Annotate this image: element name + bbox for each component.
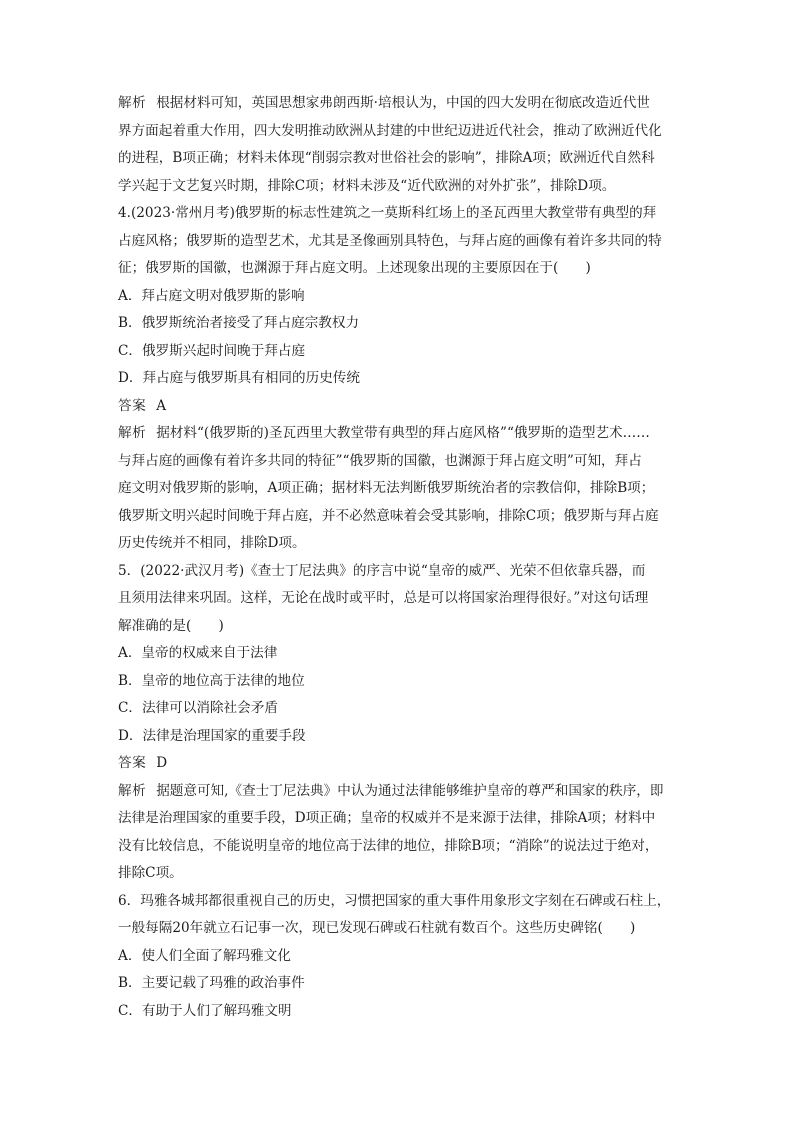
q5-answer (118, 750, 678, 778)
q4-option-c: C．俄罗斯兴起时间晚于拜占庭 (118, 342, 306, 359)
q6-option-c: C．有助于人们了解玛雅文明 (118, 1002, 292, 1019)
q4-analysis-line-1: 解析 据材料“(俄罗斯的)圣瓦西里大教堂带有典型的拜占庭风格”“俄罗斯的造型艺术…… (118, 425, 650, 441)
q4-option-a: A．拜占庭文明对俄罗斯的影响 (118, 287, 305, 304)
q5-option-c: C．法律可以消除社会矛盾 (118, 700, 278, 716)
q5-analysis-line-2: 法律是治理国家的重要手段，D项正确；皇帝的权威并不是来源于法律，排除A项；材料中 (118, 810, 656, 826)
q6-option-a: A．使人们全面了解玛雅文化 (118, 947, 291, 964)
q5-stem-line-2: 且须用法律来巩固。这样，无论在战时或平时，总是可以将国家治理得很好。”对这句话理 (118, 590, 649, 606)
q3-analysis-line-2: 界方面起着重大作用，四大发明推动欧洲从封建的中世纪迈进近代社会，推动了欧洲近代化 (118, 122, 662, 139)
q4-stem-line-1: 4.(2023·常州月考)俄罗斯的标志性建筑之一莫斯科红场上的圣瓦西里大教堂带有典型的拜 (118, 205, 657, 221)
analysis-label: 解析 (118, 95, 147, 111)
answer-value: D (156, 755, 168, 771)
q6-stem-line-2: 一般每隔20年就立石记事一次，现已发现石碑或石柱就有数百个。这些历史碑铭( ) (118, 920, 636, 936)
q3-analysis-line-4: 学兴起于文艺复兴时期，排除C项；材料未涉及“近代欧洲的对外扩张”，排除D项。 (118, 177, 616, 194)
q5-analysis-line-3: 没有比较信息，不能说明皇帝的地位高于法律的地位，排除B项；“消除”的说法过于绝对， (118, 837, 659, 854)
q5-option-d: D．法律是治理国家的重要手段 (118, 727, 306, 744)
q4-stem-line-3: 征；俄罗斯的国徽，也渊源于拜占庭文明。上述现象出现的主要原因在于( ) (118, 260, 591, 276)
answer-label: 答案 (118, 397, 147, 414)
q6-option-b: B．主要记载了玛雅的政治事件 (118, 975, 305, 991)
q4-option-d: D．拜占庭与俄罗斯具有相同的历史传统 (118, 370, 360, 386)
q5-option-b: B．皇帝的地位高于法律的地位 (118, 672, 305, 689)
answer-value: A (156, 397, 167, 414)
q4-stem-line-2: 占庭风格；俄罗斯的造型艺术，尤其是圣像画别具特色，与拜占庭的画像有着许多共同的特 (118, 232, 662, 249)
q4-analysis-line-3: 庭文明对俄罗斯的影响，A项正确；据材料无法判断俄罗斯统治者的宗教信仰，排除B项； (118, 480, 655, 496)
answer-label: 答案 (118, 755, 147, 771)
document-page (118, 90, 678, 1025)
analysis-label: 解析 (118, 425, 147, 441)
q4-analysis-line-5: 历史传统并不相同，排除D项。 (118, 535, 306, 551)
question-5 (118, 558, 678, 888)
q3-analysis-line-1: 解析 根据材料可知，英国思想家弗朗西斯·培根认为，中国的四大发明在彻底改造近代世 (118, 95, 650, 111)
q6-stem-line-1: 6．玛雅各城邦都很重视自己的历史，习惯把国家的重大事件用象形文字刻在石碑或石柱上， (118, 892, 671, 909)
q5-stem-line-3: 解准确的是( ) (118, 617, 224, 634)
q5-option-a: A．皇帝的权威来自于法律 (118, 645, 278, 661)
q3-analysis (118, 90, 678, 200)
q5-stem-line-1: 5．(2022·武汉月考)《查士丁尼法典》的序言中说“皇帝的威严、光荣不但依靠兵器，而 (118, 562, 646, 579)
q4-analysis-line-4: 俄罗斯文明兴起时间晚于拜占庭，并不必然意味着会受其影响，排除C项；俄罗斯与拜占庭 (118, 507, 659, 524)
q5-analysis-line-4: 排除C项。 (118, 865, 183, 881)
question-6 (118, 888, 678, 1026)
q3-analysis-line-3: 的进程，B项正确；材料未体现“削弱宗教对世俗社会的影响”，排除A项；欧洲近代自然科 (118, 150, 655, 166)
q4-option-b: B．俄罗斯统治者接受了拜占庭宗教权力 (118, 315, 360, 331)
question-4 (118, 200, 678, 558)
q4-answer (118, 393, 678, 421)
q5-analysis-line-1: 解析 据题意可知,《查士丁尼法典》中认为通过法律能够维护皇帝的尊严和国家的秩序，即 (118, 782, 664, 799)
q4-analysis-line-2: 与拜占庭的画像有着许多共同的特征”“俄罗斯的国徽，也渊源于拜占庭文明”可知，拜占 (118, 452, 642, 469)
analysis-label: 解析 (118, 782, 147, 799)
